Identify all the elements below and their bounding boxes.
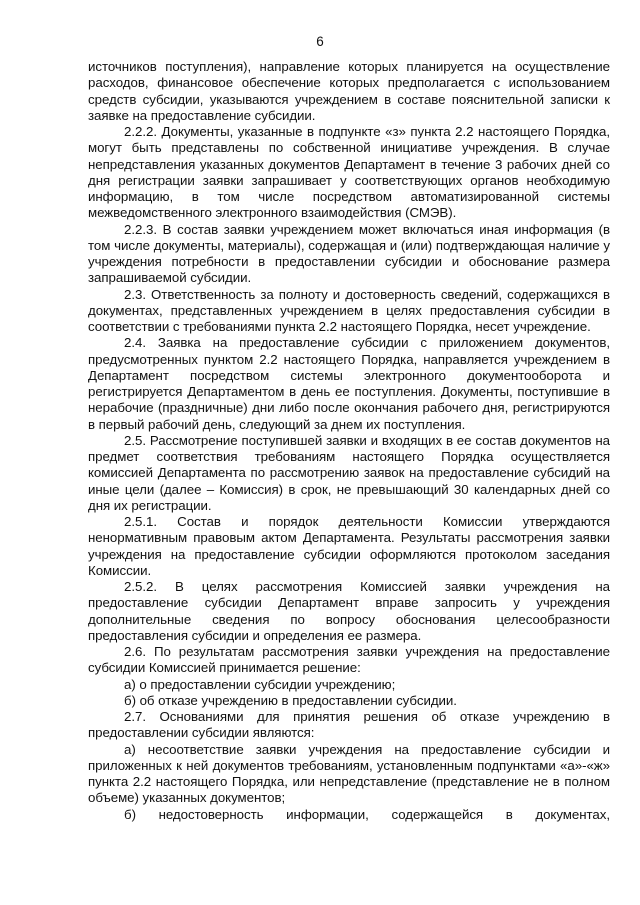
paragraph: 2.5.2. В целях рассмотрения Комиссией заявки учреждения на предоставление субсидии Департамент вправе запросить у учреждения дополнительные сведения по вопросу обоснования целесообразности предоставления субсидии и определения ее размера. xyxy=(88,579,610,643)
paragraph: б) об отказе учреждению в предоставлении субсидии. xyxy=(124,692,457,708)
paragraph: 2.3. Ответственность за полноту и достоверность сведений, содержащихся в документах, представленных учреждением в целях предоставления субсидии в соответствии с требованиями пункта 2.2 настоящего Порядка, несет учреждение. xyxy=(88,286,610,334)
document-body xyxy=(88,59,610,823)
paragraph: б) недостоверность информации, содержащейся в документах, xyxy=(124,806,610,822)
paragraph: источников поступления), направление которых планируется на осуществление расходов, финансовое обеспечение которых предполагается с использованием средств субсидии, указываются учреждением в составе пояснительной записки к заявке на предоставление субсидии. xyxy=(88,59,610,123)
page-number: 6 xyxy=(316,34,324,49)
paragraph: 2.6. По результатам рассмотрения заявки учреждения на предоставление субсидии Комиссией принимается решение: xyxy=(88,644,610,676)
paragraph: 2.5. Рассмотрение поступившей заявки и входящих в ее состав документов на предмет соответствия требованиям настоящего Порядка осуществляется комиссией Департамента по рассмотрению заявок на предоставление субсидий на иные цели (далее – Комиссия) в срок, не превышающий 30 календарных дней со дня их регистрации. xyxy=(88,432,610,513)
paragraph: 2.7. Основаниями для принятия решения об отказе учреждению в предоставлении субсидии являются: xyxy=(88,709,610,741)
paragraph: а) несоответствие заявки учреждения на предоставление субсидии и приложенных к ней документов требованиям, установленным подпунктами «а»-«ж» пункта 2.2 настоящего Порядка, или непредставление (представление не в полном объеме) указанных документов; xyxy=(88,741,610,806)
paragraph: 2.4. Заявка на предоставление субсидии с приложением документов, предусмотренных пунктом 2.2 настоящего Порядка, направляется учреждением в Департамент посредством системы электронного документооборота и регистрируется Департаментом в день ее поступления. Документы, поступившие в нерабочие (праздничные) дни либо после окончания рабочего дня, регистрируются в первый рабочий день, следующий за днем их поступления. xyxy=(88,335,610,432)
paragraph: 2.2.2. Документы, указанные в подпункте «з» пункта 2.2 настоящего Порядка, могут быть представлены по собственной инициативе учреждения. В случае непредставления указанных документов Департамент в течение 3 рабочих дней со дня регистрации заявки запрашивает у соответствующих органов необходимую информацию, в том числе посредством автоматизированной системы межведомственного электронного взаимодействия (СМЭВ). xyxy=(88,124,610,221)
paragraph: а) о предоставлении субсидии учреждению; xyxy=(124,676,396,692)
paragraph: 2.2.3. В состав заявки учреждением может включаться иная информация (в том числе документы, материалы), содержащая и (или) подтверждающая наличие у учреждения потребности в предоставлении субсидии и обоснование размера запрашиваемой субсидии. xyxy=(88,221,610,286)
paragraph: 2.5.1. Состав и порядок деятельности Комиссии утверждаются ненормативным правовым актом Департамента. Результаты рассмотрения заявки учреждения на предоставление субсидии оформляются протоколом заседания Комиссии. xyxy=(88,514,610,578)
